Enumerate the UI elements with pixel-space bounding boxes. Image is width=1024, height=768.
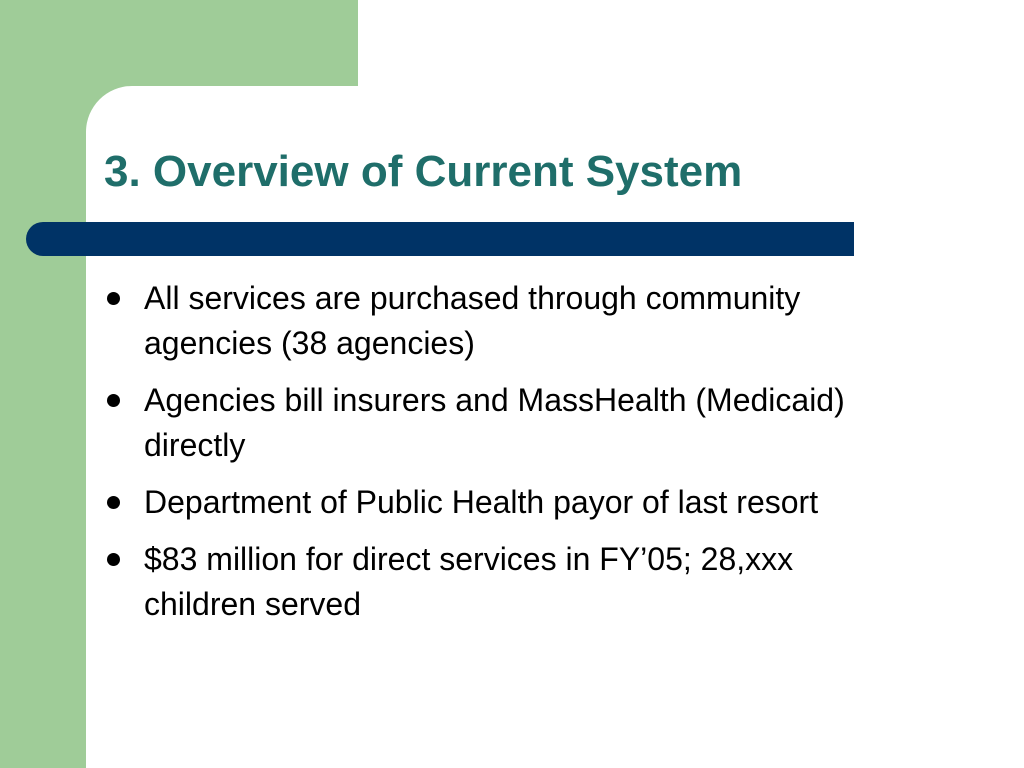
bullet-text: Department of Public Health payor of last resort bbox=[144, 484, 819, 520]
bullet-item bbox=[104, 378, 904, 468]
bullet-list bbox=[104, 276, 904, 639]
bullet-dot-icon bbox=[107, 394, 120, 407]
bullet-item bbox=[104, 480, 904, 525]
bullet-dot-icon bbox=[107, 292, 120, 305]
bullet-item bbox=[104, 276, 904, 366]
bullet-text: $83 million for direct services in FY’05; 28,xxx children served bbox=[144, 541, 794, 622]
bullet-text: All services are purchased through community agencies (38 agencies) bbox=[144, 280, 801, 361]
title-underline-bar bbox=[26, 222, 854, 256]
slide-title: 3. Overview of Current System bbox=[104, 147, 743, 196]
bullet-dot-icon bbox=[107, 553, 120, 566]
bullet-item bbox=[104, 537, 904, 627]
bullet-dot-icon bbox=[107, 496, 120, 509]
bullet-text: Agencies bill insurers and MassHealth (Medicaid) directly bbox=[144, 382, 845, 463]
